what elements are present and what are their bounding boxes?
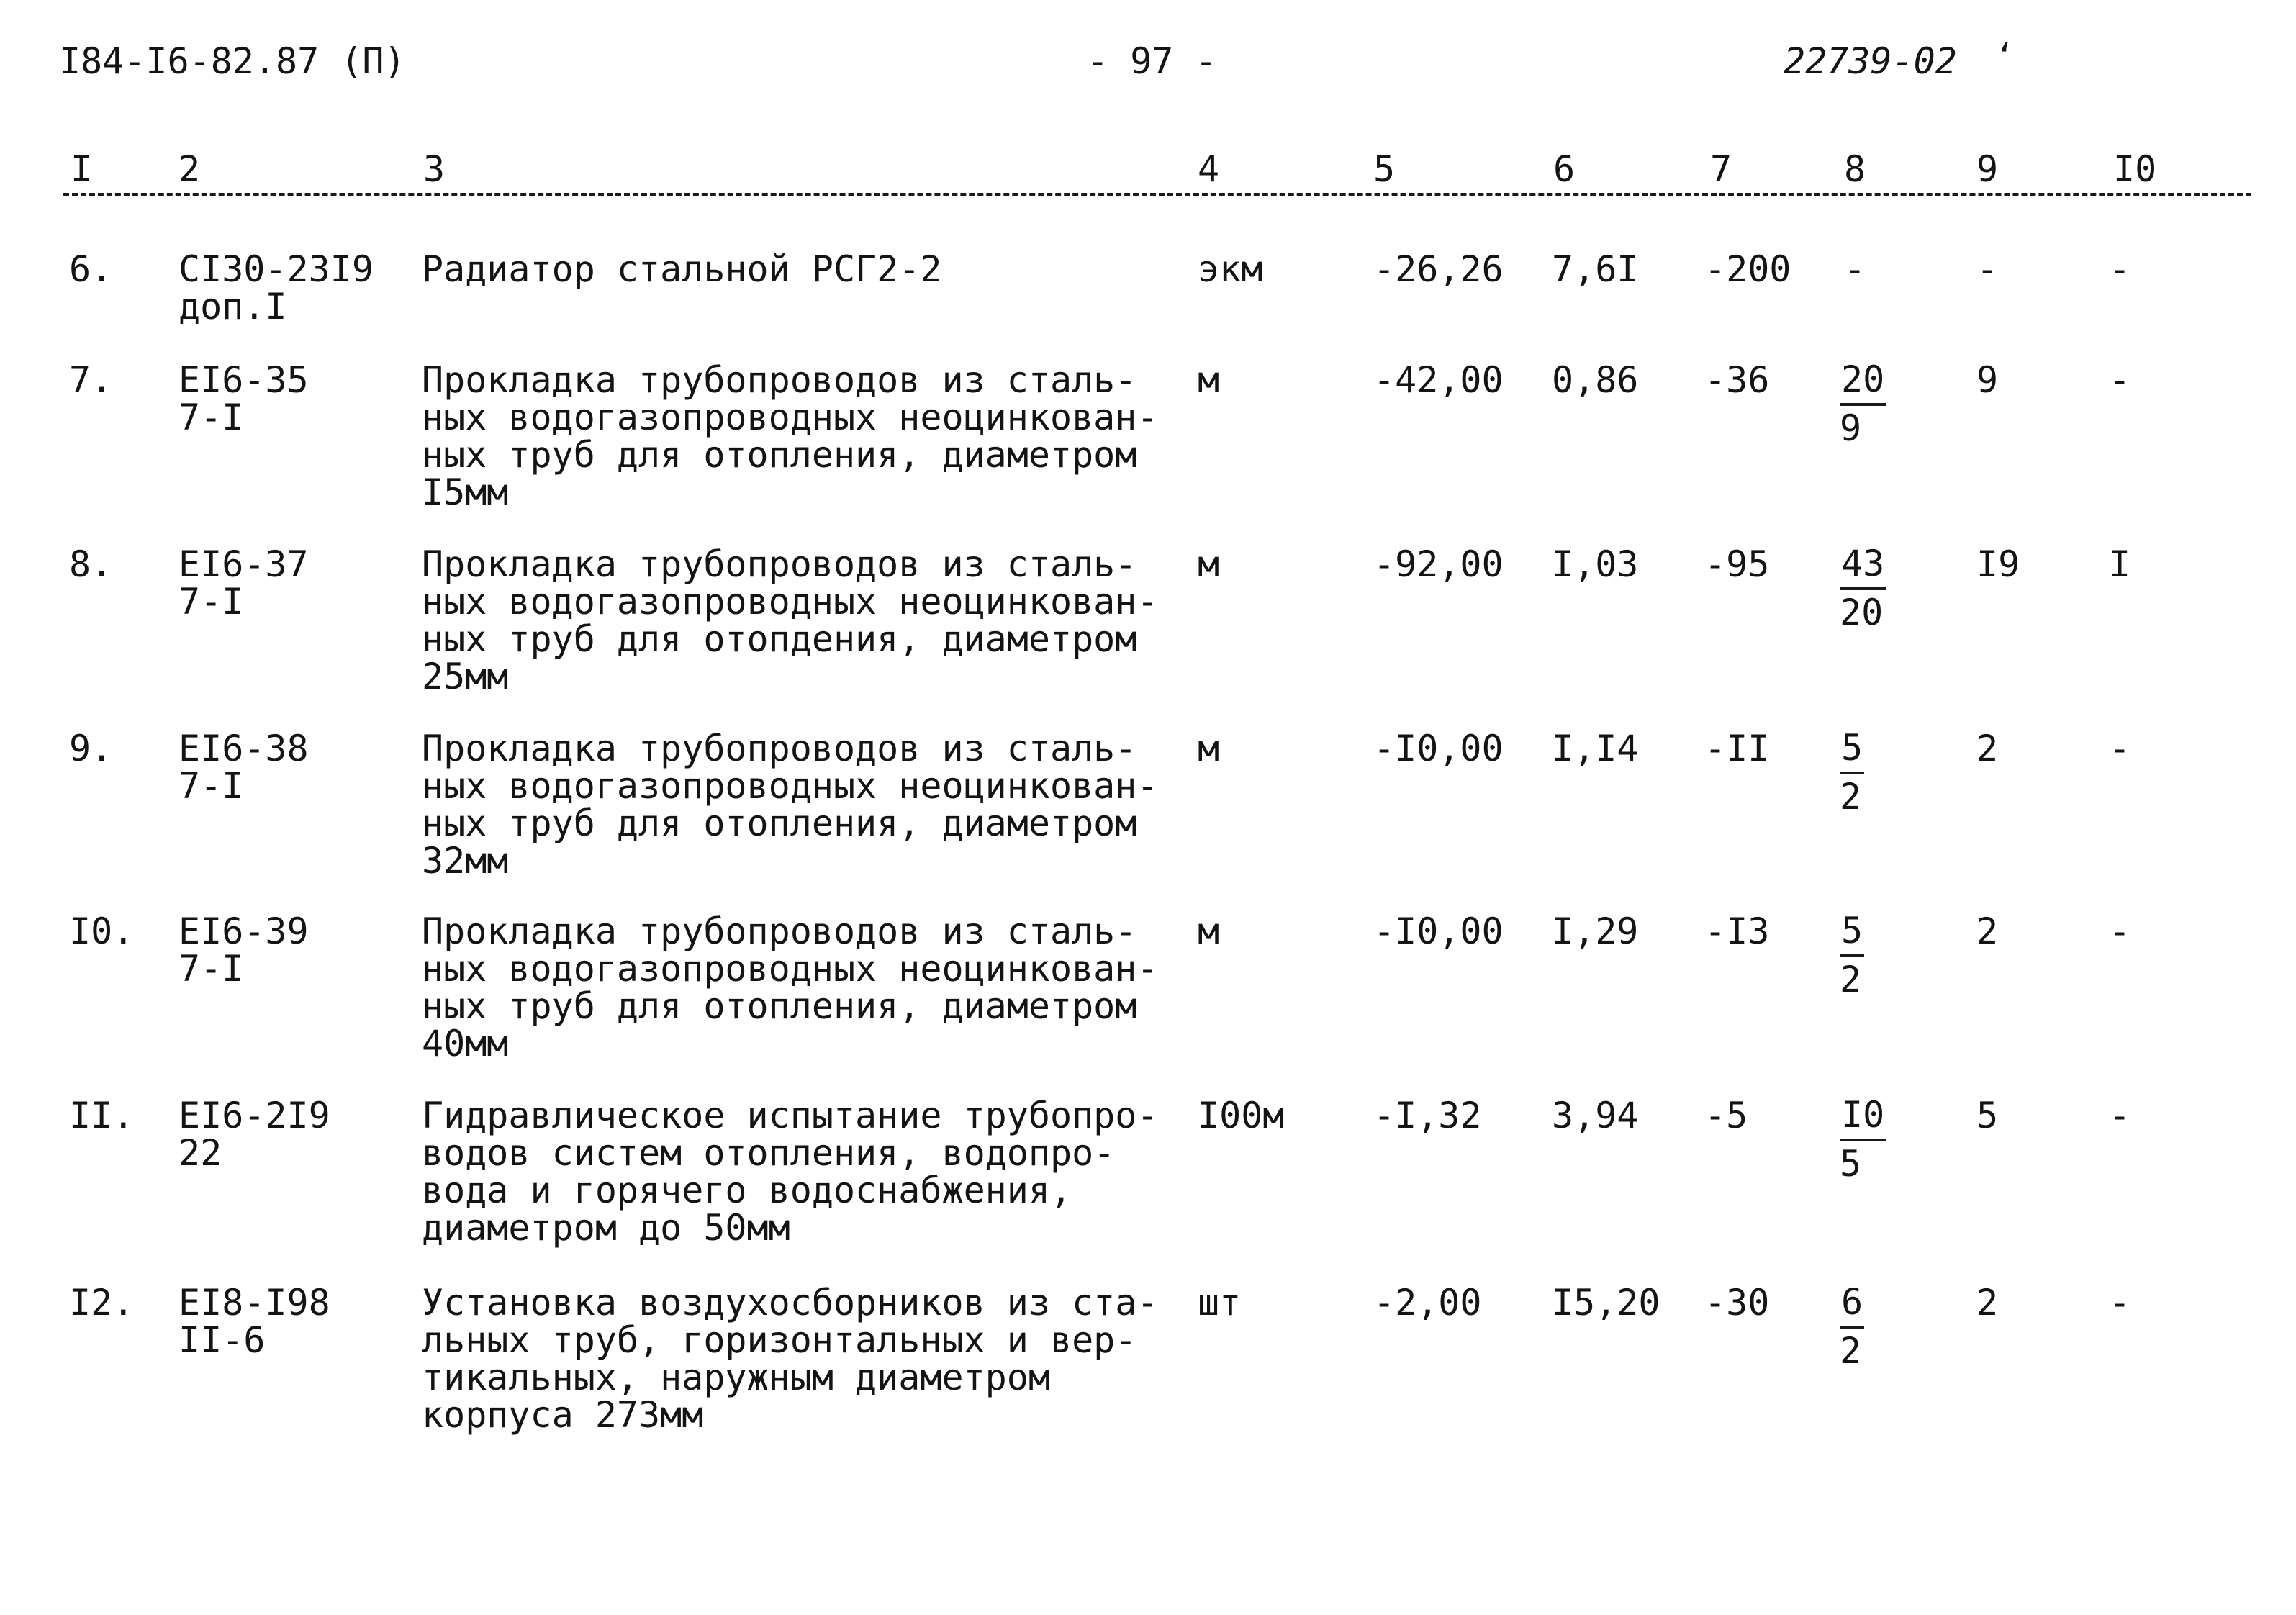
column-10-value: - [2109,1282,2131,1324]
work-description: Установка воздухосборников из ста- льных труб, горизонтальных и вер- тикальных, наружным диаметром корпуса 273мм [422,1282,1159,1436]
work-code: EI8-I98 II-6 [178,1282,330,1361]
row-number: I0. [69,910,135,952]
column-10-value: - [2109,359,2131,401]
quantity: -2,00 [1373,1282,1482,1324]
work-description: Прокладка трубопроводов из сталь- ных водогазопроводных неоцинкован- ных труб для отопления, диаметром 32мм [422,728,1159,882]
work-code: EI6-35 7-I [178,359,309,438]
column-number: I [71,148,93,190]
unit-price: 3,94 [1552,1095,1639,1136]
unit: м [1198,910,1220,952]
work-code: EI6-38 7-I [178,728,309,807]
quantity: -I0,00 [1373,728,1504,769]
unit-price: I,03 [1552,543,1639,585]
unit: м [1198,728,1220,769]
column-number: 3 [423,148,446,190]
column-9-value: 2 [1976,910,1999,952]
row-number: 7. [69,359,113,401]
row-number: I2. [69,1282,135,1324]
quantity: -42,00 [1373,359,1504,401]
column-number: 7 [1710,148,1732,190]
unit-price: 0,86 [1552,359,1639,401]
row-number: 8. [69,543,113,585]
column-9-value: - [1976,248,1999,290]
unit-price: 7,6I [1552,248,1639,290]
column-number: 9 [1976,148,1999,190]
column-number: 4 [1198,148,1220,190]
quantity: -26,26 [1373,248,1504,290]
header-separator [63,193,2251,196]
work-description: Прокладка трубопроводов из сталь- ных водогазопроводных неоцинкован- ных труб для отопления, диаметром 40мм [422,910,1159,1064]
column-9-value: 9 [1976,359,1999,401]
unit: экм [1198,248,1263,290]
quantity: -I,32 [1373,1095,1482,1136]
work-code: EI6-2I9 22 [178,1095,330,1174]
total-cost: -36 [1704,359,1770,401]
row-number: 6. [69,248,113,290]
work-code: EI6-39 7-I [178,910,309,990]
column-10-value: - [2109,1095,2131,1136]
unit: м [1198,359,1220,401]
column-8-fraction: $\frac{5}{2}$ [1840,910,1863,1000]
total-cost: -II [1704,728,1770,769]
total-cost: -I3 [1704,910,1770,952]
quantity: -I0,00 [1373,910,1504,952]
quantity: -92,00 [1373,543,1504,585]
work-description: Радиатор стальной РСГ2-2 [422,248,942,290]
column-10-value: - [2109,248,2131,290]
reference-number: 22739-02 [1784,40,1957,82]
column-8-fraction: $\frac{5}{2}$ [1840,727,1863,818]
column-8-fraction: $\frac{43}{20}$ [1840,543,1885,633]
unit-price: I,29 [1552,910,1639,952]
column-8-fraction: $\frac{20}{9}$ [1840,358,1885,449]
unit-price: I,I4 [1552,728,1639,769]
total-cost: -5 [1704,1095,1748,1136]
column-number: 6 [1553,148,1576,190]
column-number: I0 [2113,148,2157,190]
work-description: Прокладка трубопроводов из сталь- ных водогазопроводных неоцинкован- ных труб для отопдения, диаметром 25мм [422,543,1159,697]
work-code: CI30-23I9 доп.I [178,248,374,327]
unit: м [1198,543,1220,585]
total-cost: -30 [1704,1282,1770,1324]
column-8-value: - [1844,248,1866,290]
column-number: 5 [1373,148,1396,190]
total-cost: -200 [1704,248,1791,290]
column-9-value: 2 [1976,728,1999,769]
column-10-value: - [2109,910,2131,952]
column-9-value: I9 [1976,543,2020,585]
column-8-fraction: $\frac{I0}{5}$ [1840,1094,1885,1185]
work-code: EI6-37 7-I [178,543,309,623]
column-number: 8 [1844,148,1866,190]
column-9-value: 5 [1976,1095,1999,1136]
column-10-value: - [2109,728,2131,769]
unit-price: I5,20 [1552,1282,1660,1324]
row-number: II. [69,1095,135,1136]
work-description: Прокладка трубопроводов из сталь- ных водогазопроводных неоцинкован- ных труб для отопления, диаметром I5мм [422,359,1159,513]
document-code: I84-I6-82.87 (П) [59,40,406,82]
page-number: - 97 - [1087,40,1217,82]
row-number: 9. [69,728,113,769]
total-cost: -95 [1704,543,1770,585]
work-description: Гидравлическое испытание трубопро- водов систем отопления, водопро- вода и горячего водоснабжения, диаметром до 50мм [422,1095,1159,1249]
unit: I00м [1198,1095,1285,1136]
column-number: 2 [178,148,201,190]
column-9-value: 2 [1976,1282,1999,1324]
column-8-fraction: $\frac{6}{2}$ [1840,1281,1863,1372]
unit: шт [1198,1282,1242,1324]
tick-mark: ʻ [1995,37,2015,74]
column-10-value: I [2109,543,2131,585]
